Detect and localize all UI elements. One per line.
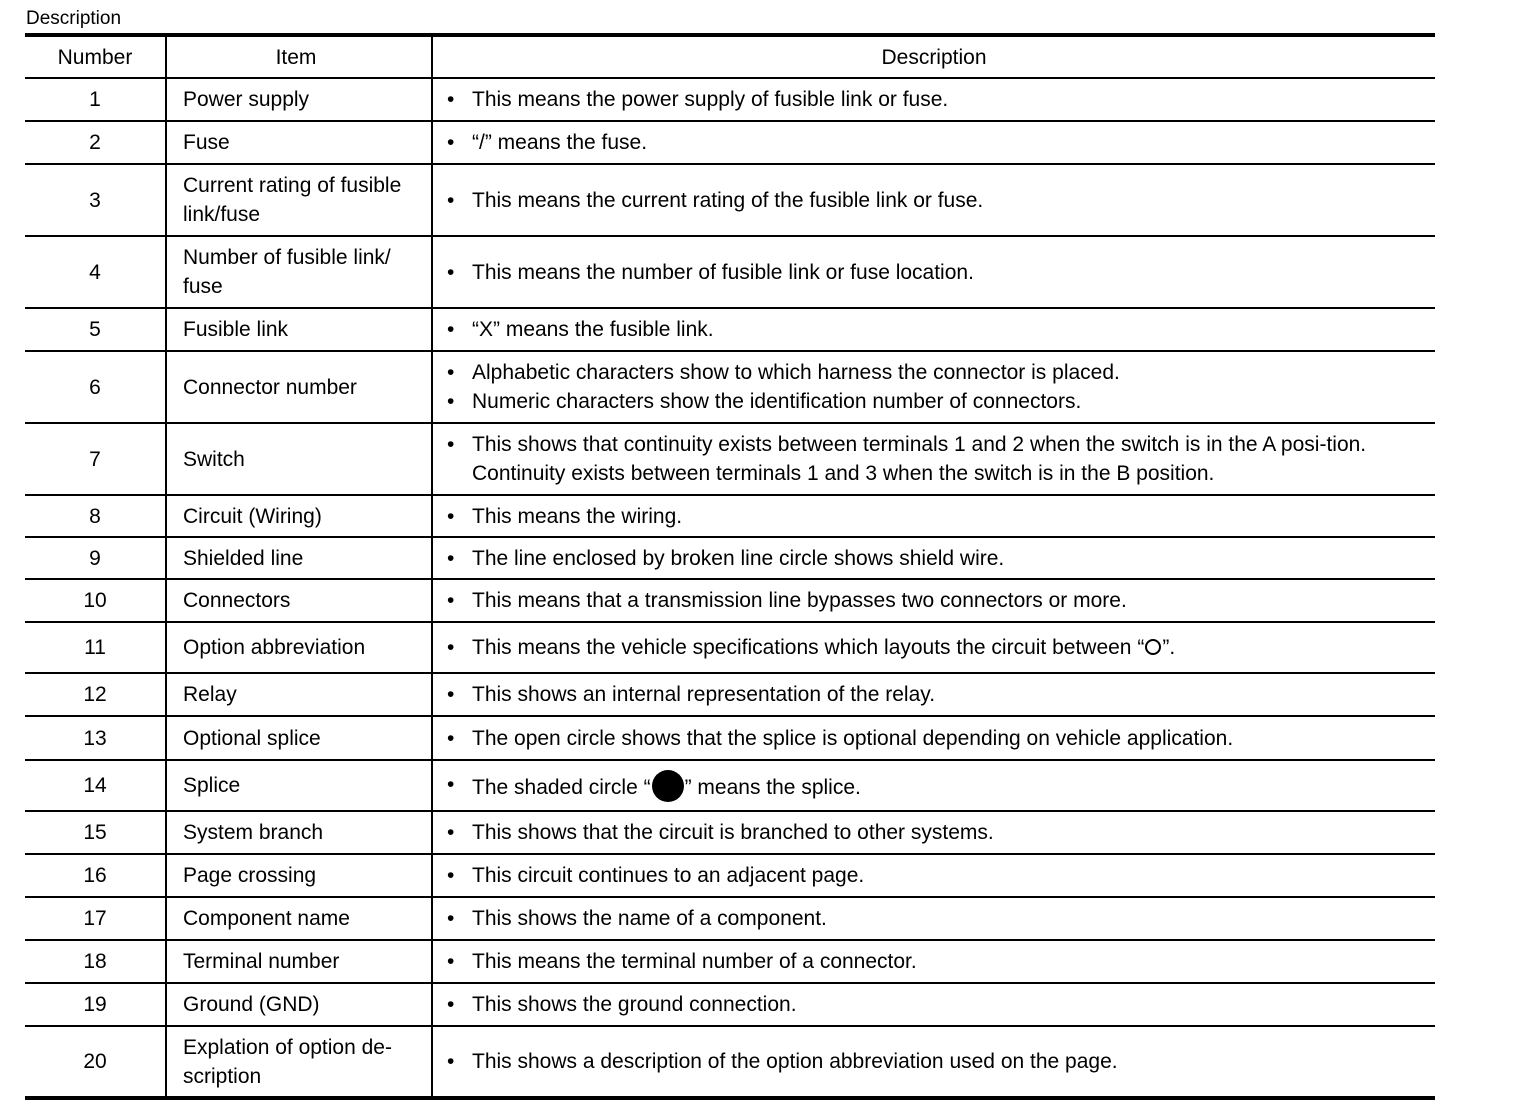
row-description (432, 811, 1435, 854)
row-number: 15 (25, 811, 166, 854)
row-item: Explation of option de-scription (166, 1026, 432, 1098)
row-description (432, 622, 1435, 673)
header-number: Number (25, 35, 166, 78)
row-description (432, 716, 1435, 760)
row-item: Connectors (166, 579, 432, 622)
bullet-line: • This shows an internal representation of the relay. (447, 680, 1429, 709)
table-row (25, 121, 1435, 164)
row-description (432, 760, 1435, 811)
table-row (25, 308, 1435, 351)
row-number: 5 (25, 308, 166, 351)
row-number: 8 (25, 495, 166, 537)
bullet-line: • This shows that continuity exists between terminals 1 and 2 when the switch is in the A posi-tion. Continuity exists between terminals 1 and 3 when the switch is in the B position. (447, 430, 1429, 488)
row-description (432, 897, 1435, 940)
row-item: Fuse (166, 121, 432, 164)
row-number: 2 (25, 121, 166, 164)
table-row (25, 716, 1435, 760)
row-item: Splice (166, 760, 432, 811)
table-row (25, 164, 1435, 236)
table-row (25, 495, 1435, 537)
row-description (432, 1026, 1435, 1098)
row-item: Relay (166, 673, 432, 716)
row-item: System branch (166, 811, 432, 854)
row-description (432, 940, 1435, 983)
row-description (432, 983, 1435, 1026)
bullet-line: • This shows a description of the option abbreviation used on the page. (447, 1047, 1429, 1076)
header-item: Item (166, 35, 432, 78)
bullet-line: • This means the power supply of fusible link or fuse. (447, 85, 1429, 114)
bullet-line: • “X” means the fusible link. (447, 315, 1429, 344)
bullet-line: • This means that a transmission line bypasses two connectors or more. (447, 586, 1429, 615)
table-row (25, 423, 1435, 495)
row-item: Option abbreviation (166, 622, 432, 673)
section-caption: Description (26, 8, 122, 29)
header-description: Description (881, 45, 987, 69)
desc-text-after: ”. (1162, 636, 1176, 659)
row-number: 9 (25, 537, 166, 579)
bullet-line: • This means the terminal number of a connector. (447, 947, 1429, 976)
row-description (432, 537, 1435, 579)
table-row (25, 236, 1435, 308)
row-number: 13 (25, 716, 166, 760)
desc-text-after: ” means the splice. (684, 775, 861, 799)
row-number: 19 (25, 983, 166, 1026)
row-item: Page crossing (166, 854, 432, 897)
bullet-line: • This shows the name of a component. (447, 904, 1429, 933)
row-description (432, 579, 1435, 622)
row-number: 1 (25, 78, 166, 121)
row-description (432, 351, 1435, 423)
table-row (25, 897, 1435, 940)
bullet-line: • Alphabetic characters show to which harness the connector is placed. (447, 358, 1429, 387)
bullet-line (447, 770, 1429, 802)
table-row (25, 351, 1435, 423)
bullet-line: • This means the current rating of the fusible link or fuse. (447, 186, 1429, 215)
row-item: Component name (166, 897, 432, 940)
row-number: 14 (25, 760, 166, 811)
row-item: Optional splice (166, 716, 432, 760)
row-number: 7 (25, 423, 166, 495)
table-row (25, 1026, 1435, 1098)
table-row (25, 673, 1435, 716)
row-description (432, 308, 1435, 351)
desc-text-before: This means the vehicle specifications which layouts the circuit between “ (472, 636, 1145, 659)
row-number: 10 (25, 579, 166, 622)
table-row (25, 983, 1435, 1026)
bullet-line: • This means the wiring. (447, 502, 1429, 531)
description-table (25, 33, 1435, 1100)
bullet-line: • Numeric characters show the identification number of connectors. (447, 387, 1429, 416)
row-description (432, 236, 1435, 308)
row-number: 16 (25, 854, 166, 897)
bullet-line: • The open circle shows that the splice is optional depending on vehicle application. (447, 724, 1429, 753)
row-number: 11 (25, 622, 166, 673)
row-description (432, 673, 1435, 716)
row-item: Circuit (Wiring) (166, 495, 432, 537)
row-item: Switch (166, 423, 432, 495)
row-item: Current rating of fusible link/fuse (166, 164, 432, 236)
row-description (432, 78, 1435, 121)
row-item: Fusible link (166, 308, 432, 351)
header-row (25, 35, 1435, 78)
row-item: Number of fusible link/ fuse (166, 236, 432, 308)
row-description (432, 121, 1435, 164)
desc-text-before: The shaded circle “ (472, 775, 651, 799)
row-number: 6 (25, 351, 166, 423)
table-row (25, 622, 1435, 673)
row-description (432, 495, 1435, 537)
row-item: Connector number (166, 351, 432, 423)
row-item: Shielded line (166, 537, 432, 579)
table-row (25, 811, 1435, 854)
row-item: Power supply (166, 78, 432, 121)
row-description (432, 423, 1435, 495)
row-number: 4 (25, 236, 166, 308)
row-number: 3 (25, 164, 166, 236)
table-row (25, 940, 1435, 983)
bullet-line: • This shows the ground connection. (447, 990, 1429, 1019)
table-row (25, 579, 1435, 622)
table-row (25, 537, 1435, 579)
bullet-line: • “/” means the fuse. (447, 128, 1429, 157)
table-row (25, 78, 1435, 121)
bullet-line: • This means the number of fusible link or fuse location. (447, 258, 1429, 287)
row-description (432, 854, 1435, 897)
bullet-line (447, 633, 1429, 662)
bullet-line: • This circuit continues to an adjacent page. (447, 861, 1429, 890)
bullet-line: • This shows that the circuit is branched to other systems. (447, 818, 1429, 847)
bullet-line: • The line enclosed by broken line circle shows shield wire. (447, 544, 1429, 573)
row-number: 12 (25, 673, 166, 716)
row-number: 20 (25, 1026, 166, 1098)
shaded-circle-icon (652, 770, 684, 802)
row-description (432, 164, 1435, 236)
open-circle-icon (1145, 639, 1161, 655)
row-item: Terminal number (166, 940, 432, 983)
table-row (25, 854, 1435, 897)
row-number: 18 (25, 940, 166, 983)
row-item: Ground (GND) (166, 983, 432, 1026)
table-row (25, 760, 1435, 811)
row-number: 17 (25, 897, 166, 940)
